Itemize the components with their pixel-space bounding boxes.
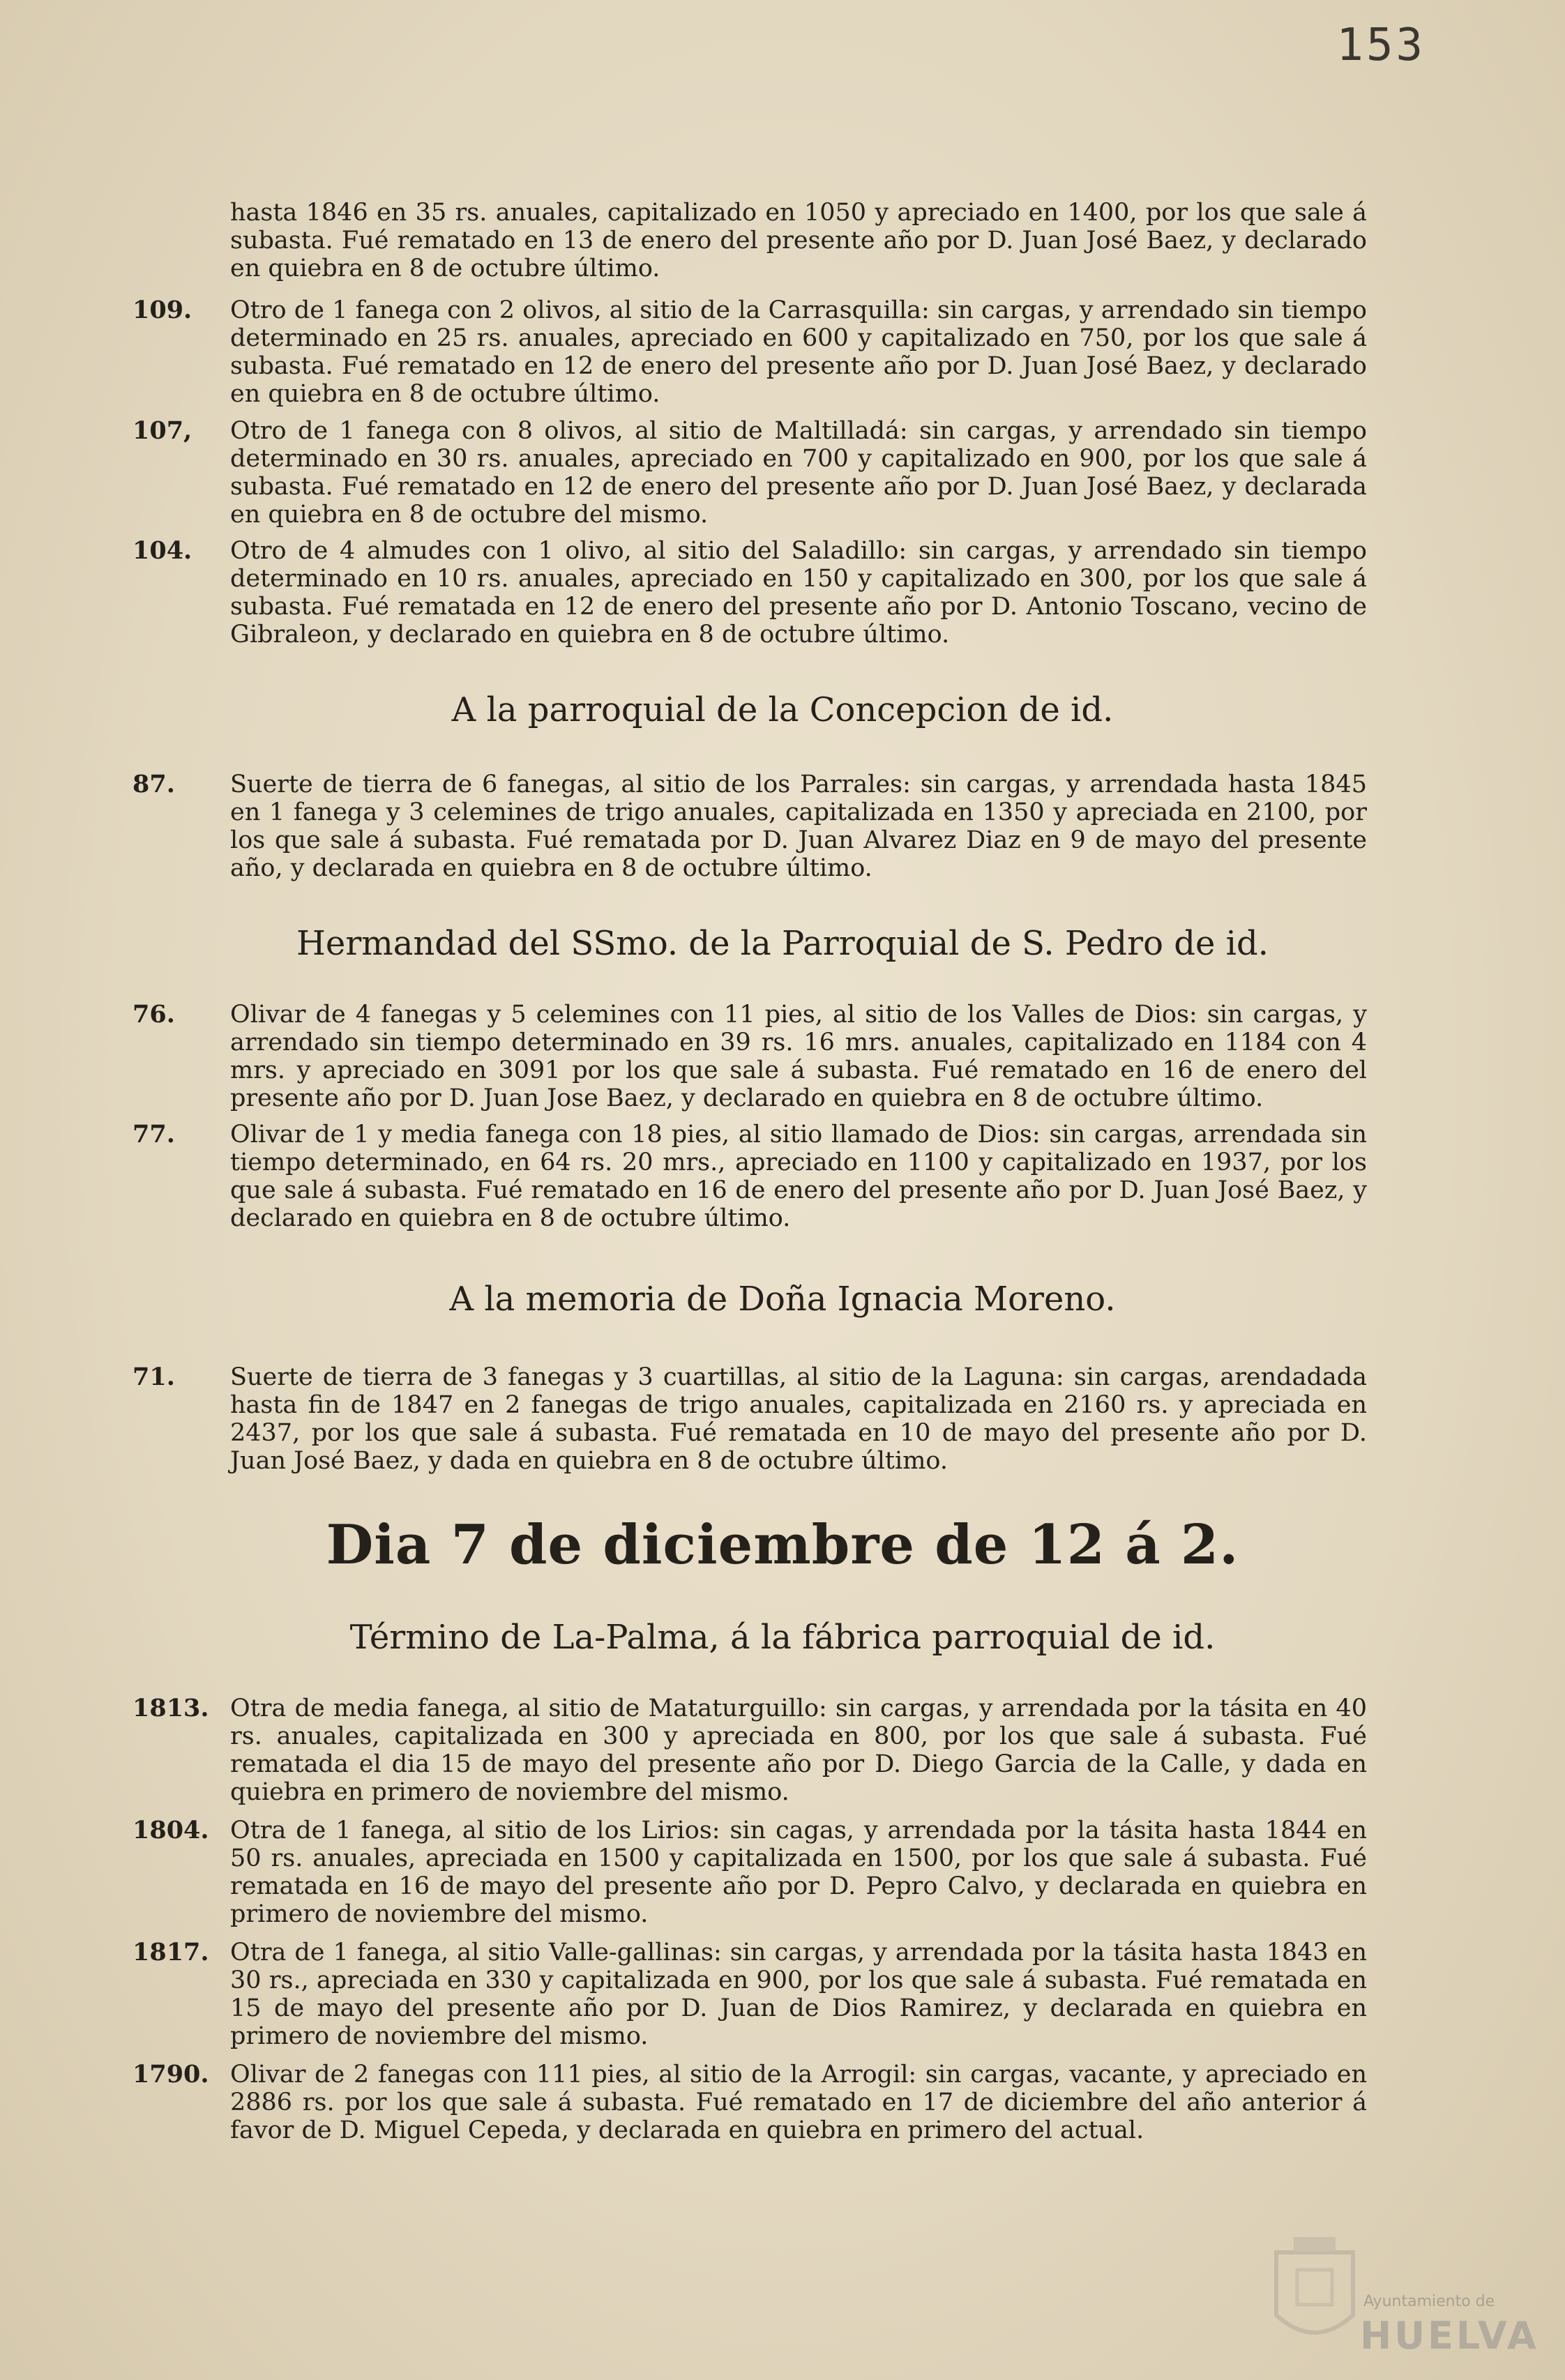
watermark-title: HUELVA [1360, 2314, 1539, 2358]
entry-number: 71. [133, 1363, 175, 1391]
entry-109 [133, 296, 1367, 408]
entry-text: Otra de media fanega, al sitio de Mataturguillo: sin cargas, y arrendada por la tásita en 40 rs. anuales, capitalizada en 300 y apreciada en 800, por los que sale á subasta. Fué rematada el dia 15 de mayo del presente año por D. Diego Garcia de la Calle, y dada en quiebra en primero de noviembre del mismo. [230, 1695, 1367, 1806]
entry-1804 [133, 1817, 1367, 1928]
entry-77 [133, 1121, 1367, 1232]
entry-76 [133, 1001, 1367, 1112]
entry-text: Olivar de 2 fanegas con 111 pies, al sitio de la Arrogil: sin cargas, vacante, y apreciado en 2886 rs. por los que sale á subasta. Fué rematado en 17 de diciembre del año anterior á favor de D. Miguel Cepeda, y declarada en quiebra en primero del actual. [230, 2061, 1367, 2144]
entry-87 [133, 771, 1367, 882]
entry-text: Suerte de tierra de 3 fanegas y 3 cuartillas, al sitio de la Laguna: sin cargas, arendadada hasta fin de 1847 en 2 fanegas de trigo anuales, capitalizada en 2160 rs. y apreciada en 2437, por los que sale á subasta. Fué rematada en 10 de mayo del presente año por D. Juan José Baez, y dada en quiebra en 8 de octubre último. [230, 1363, 1367, 1475]
entry-number: 104. [133, 536, 192, 565]
entry-1817 [133, 1939, 1367, 2050]
entry-text: Suerte de tierra de 6 fanegas, al sitio de los Parrales: sin cargas, y arrendada hasta 1845 en 1 fanega y 3 celemines de trigo anuales, capitalizada en 1350 y apreciada en 2100, por los que sale á subasta. Fué rematada por D. Juan Alvarez Diaz en 9 de mayo del presente año, y declarada en quiebra en 8 de octubre último. [230, 771, 1367, 882]
entry-text: Otro de 1 fanega con 2 olivos, al sitio de la Carrasquilla: sin cargas, y arrendado sin tiempo determinado en 25 rs. anuales, apreciado en 600 y capitalizado en 750, por los que sale á subasta. Fué rematado en 12 de enero del presente año por D. Juan José Baez, y declarado en quiebra en 8 de octubre último. [230, 296, 1367, 408]
entry-1790 [133, 2061, 1367, 2144]
entry-number: 1804. [133, 1816, 209, 1844]
entry-number: 109. [133, 296, 192, 324]
section-heading-palma: Término de La-Palma, á la fábrica parroquial de id. [349, 1618, 1216, 1657]
folio-number: 153 [1336, 20, 1426, 71]
entry-text: Otra de 1 fanega, al sitio de los Lirios: sin cagas, y arrendada por la tásita hasta 1844 en 50 rs. anuales, apreciada en 1500 y capitalizada en 1500, por los que sale á subasta. Fué rematada en 16 de mayo del presente año por D. Pepro Calvo, y declarada en quiebra en primero de noviembre del mismo. [230, 1817, 1367, 1928]
entry-text: Olivar de 4 fanegas y 5 celemines con 11 pies, al sitio de los Valles de Dios: sin cargas, y arrendado sin tiempo determinado en 39 rs. 16 mrs. anuales, capitalizado en 1184 con 4 mrs. y apreciado en 3091 por los que sale á subasta. Fué rematado en 16 de enero del presente año por D. Juan Jose Baez, y declarado en quiebra en 8 de octubre último. [230, 1001, 1367, 1112]
day-heading: Dia 7 de diciembre de 12 á 2. [326, 1513, 1239, 1577]
entry-continuation [133, 199, 1367, 282]
section-heading-concepcion: A la parroquial de la Concepcion de id. [451, 690, 1114, 729]
entry-number: 107, [133, 416, 192, 445]
entry-text: Otro de 1 fanega con 8 olivos, al sitio de Maltilladá: sin cargas, y arrendado sin tiempo determinado en 30 rs. anuales, apreciado en 700 y capitalizado en 900, por los que sale á subasta. Fué rematado en 12 de enero del presente año por D. Juan José Baez, y declarada en quiebra en 8 de octubre del mismo. [230, 417, 1367, 529]
entry-number: 1790. [133, 2060, 209, 2089]
entry-1813 [133, 1695, 1367, 1806]
watermark-subtitle: Ayuntamiento de [1363, 2293, 1495, 2310]
entry-number: 1817. [133, 1938, 209, 1966]
entry-text: Otra de 1 fanega, al sitio Valle-gallinas: sin cargas, y arrendada por la tásita hasta 1843 en 30 rs., apreciada en 330 y capitalizada en 900, por los que sale á subasta. Fué rematada en 15 de mayo del presente año por D. Juan de Dios Ramirez, y declarada en quiebra en primero de noviembre del mismo. [230, 1939, 1367, 2050]
entry-number: 1813. [133, 1694, 209, 1722]
section-heading-memoria: A la memoria de Doña Ignacia Moreno. [449, 1280, 1116, 1319]
entry-71 [133, 1363, 1367, 1475]
entry-107 [133, 417, 1367, 529]
entry-number: 77. [133, 1120, 175, 1149]
section-heading-hermandad: Hermandad del SSmo. de la Parroquial de S. Pedro de id. [296, 924, 1269, 963]
entry-text: Olivar de 1 y media fanega con 18 pies, al sitio llamado de Dios: sin cargas, arrendada sin tiempo determinado, en 64 rs. 20 mrs., apreciado en 1100 y capitalizado en 1937, por los que sale á subasta. Fué rematado en 16 de enero del presente año por D. Juan José Baez, y declarado en quiebra en 8 de octubre último. [230, 1121, 1367, 1232]
entry-number: 76. [133, 1000, 175, 1029]
entry-text: Otro de 4 almudes con 1 olivo, al sitio del Saladillo: sin cargas, y arrendado sin tiempo determinado en 10 rs. anuales, apreciado en 150 y capitalizado en 300, por los que sale á subasta. Fué rematada en 12 de enero del presente año por D. Antonio Toscano, vecino de Gibraleon, y declarado en quiebra en 8 de octubre último. [230, 537, 1367, 649]
entry-text: hasta 1846 en 35 rs. anuales, capitalizado en 1050 y apreciado en 1400, por los que sale á subasta. Fué rematado en 13 de enero del presente año por D. Juan José Baez, y declarado en quiebra en 8 de octubre último. [230, 199, 1367, 282]
entry-number: 87. [133, 770, 175, 798]
entry-104 [133, 537, 1367, 649]
